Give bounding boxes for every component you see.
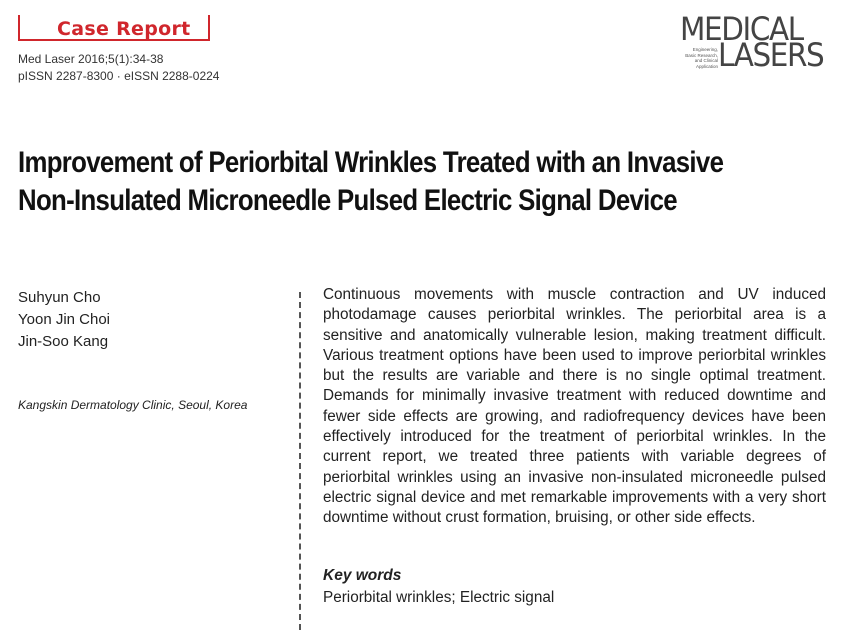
article-title-line: Non-Insulated Microneedle Pulsed Electric Signal Device xyxy=(18,184,677,217)
logo-line2: LASERS xyxy=(718,36,824,74)
logo-tagline-line: and Clinical Application xyxy=(694,58,718,69)
keywords-heading: Key words xyxy=(323,567,402,584)
logo-tagline xyxy=(673,47,718,69)
author-name: Yoon Jin Choi xyxy=(18,311,111,328)
logo-line1: MEDICAL xyxy=(680,10,803,48)
author-name: Suhyun Cho xyxy=(18,289,101,306)
section-label: Case Report xyxy=(57,18,191,40)
author-affiliation: Kangskin Dermatology Clinic, Seoul, Korea xyxy=(18,398,248,412)
author-list xyxy=(18,287,110,353)
column-divider xyxy=(299,292,301,630)
keywords-list: Periorbital wrinkles; Electric signal xyxy=(323,589,555,606)
logo-tagline-line: Engineering, xyxy=(692,47,718,52)
logo-tagline-line: Basic Research, xyxy=(685,52,718,58)
abstract-text: Continuous movements with muscle contraction and UV induced photodamage causes periorbital wrinkles. The periorbital area is a sensitive and anatomically vulnerable lesion, making treatment difficult. Various treatment options have been used to improve periorbital wrinkles but the results are variable and there is no single optimal treatment. Demands for minimally invasive treatment with reduced downtime and fewer side effects are growing, and radiofrequency devices have been effectively introduced for the treatment of periorbital wrinkles. In the current report, we treated three patients with variable degrees of periorbital wrinkles using an invasive non-insulated microneedle pulsed electric signal device and met remarkable improvements with a very short downtime without crust formation, bruising, or other side effects. xyxy=(323,286,826,527)
article-title xyxy=(18,144,809,220)
journal-citation: Med Laser 2016;5(1):34-38 xyxy=(18,52,164,66)
journal-logo xyxy=(672,10,832,72)
journal-issn: pISSN 2287-8300 · eISSN 2288-0224 xyxy=(18,69,220,83)
author-name: Jin-Soo Kang xyxy=(18,333,109,350)
article-title-line: Improvement of Periorbital Wrinkles Treated with an Invasive xyxy=(18,146,724,179)
